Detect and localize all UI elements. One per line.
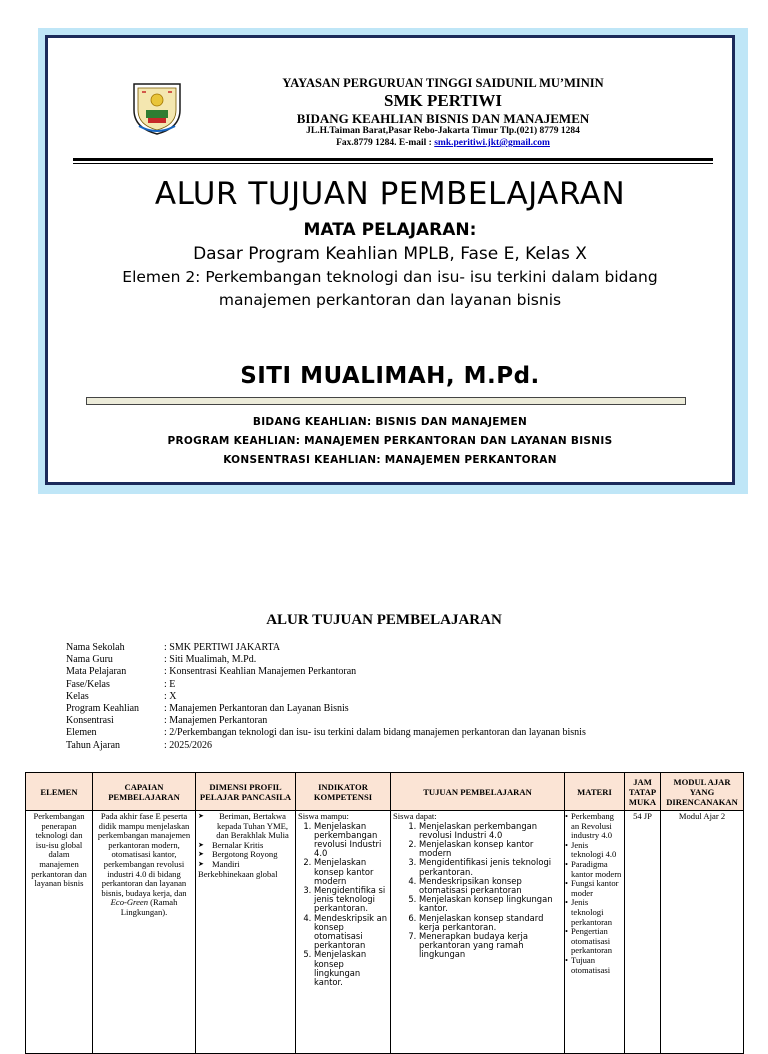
document-title: ALUR TUJUAN PEMBELAJARAN: [154, 176, 626, 212]
cell-materi: [565, 811, 625, 1054]
info-label: Tahun Ajaran: [66, 739, 121, 751]
info-row: [66, 740, 586, 752]
info-value: : 2025/2026: [164, 739, 213, 751]
info-value: : E: [164, 678, 176, 690]
decorative-bar: [86, 397, 686, 405]
info-label: Mata Pelajaran: [66, 666, 127, 678]
header-divider-thin: [73, 163, 713, 164]
indikator-item: 3. Mengidentifika si jenis teknologi perkantoran.: [314, 886, 388, 914]
school-logo: [130, 80, 184, 136]
subject-name: Dasar Program Keahlian MPLB, Fase E, Kelas X: [193, 244, 587, 264]
table-header-row: [26, 773, 744, 811]
email-link[interactable]: smk.peritiwi.jkt@gmail.com: [434, 138, 550, 148]
header-indikator: INDIKATOR KOMPETENSI: [296, 773, 391, 811]
header-dimensi: DIMENSI PROFIL PELAJAR PANCASILA: [196, 773, 296, 811]
info-block: [66, 642, 586, 752]
dimensi-extra: Berkebhinekaan global: [198, 868, 278, 879]
konsentrasi-keahlian: KONSENTRASI KEAHLIAN: MANAJEMEN PERKANTORAN: [223, 454, 557, 466]
materi-item: • Fungsi kantor moder: [567, 879, 622, 898]
info-label: Konsentrasi: [66, 715, 114, 727]
info-label: Program Keahlian: [66, 703, 140, 715]
school-contact: [198, 138, 688, 148]
header-tujuan: TUJUAN PEMBELAJARAN: [391, 773, 565, 811]
atp-table: [25, 772, 744, 1054]
info-row: [66, 703, 586, 715]
info-row: [66, 691, 586, 703]
info-row: [66, 715, 586, 727]
tujuan-item: 4. Mendeskripsikan konsep otomatisasi perkantoran: [419, 877, 562, 895]
materi-item: • Pengertian otomatisasi perkantoran: [567, 927, 622, 956]
tujuan-item: 5. Menjelaskan konsep lingkungan kantor.: [419, 895, 562, 913]
info-value: : X: [164, 690, 177, 702]
dimensi-item: ➤ Bergotong Royong: [198, 850, 293, 860]
cell-jam: 54 JP: [625, 811, 661, 1054]
teacher-name: SITI MUALIMAH, M.Pd.: [240, 363, 540, 389]
materi-item: • Jenis teknologi 4.0: [567, 841, 622, 860]
element-line-1: Elemen 2: Perkembangan teknologi dan isu- isu terkini dalam bidang: [122, 268, 658, 286]
info-value: : SMK PERTIWI JAKARTA: [164, 642, 281, 653]
info-row: [66, 654, 586, 666]
header-divider: [73, 158, 713, 161]
tujuan-item: 7. Menerapkan budaya kerja perkantoran yang ramah lingkungan: [419, 932, 562, 960]
section-title: ALUR TUJUAN PEMBELAJARAN: [266, 612, 502, 628]
header-materi: MATERI: [565, 773, 625, 811]
info-label: Nama Sekolah: [66, 642, 125, 653]
indikator-item: 1. Menjelaskan perkembangan revolusi Industri 4.0: [314, 822, 388, 859]
info-row: [66, 642, 586, 654]
school-name: SMK PERTIWI: [384, 91, 502, 110]
table-row: [26, 811, 744, 1054]
info-value: : Konsentrasi Keahlian Manajemen Perkantoran: [164, 666, 357, 678]
cell-indikator: [296, 811, 391, 1054]
cover-page: [45, 35, 735, 485]
info-row: [66, 727, 586, 739]
info-value: : Siti Mualimah, M.Pd.: [164, 654, 257, 666]
cell-elemen: Perkembangan penerapan teknologi dan isu-isu global dalam manajemen perkantoran dan layanan bisnis: [26, 811, 93, 1054]
foundation-name: YAYASAN PERGURUAN TINGGI SAIDUNIL MU’MININ: [282, 76, 604, 90]
materi-item: • Jenis teknologi perkantoran: [567, 898, 622, 927]
header-modul: MODUL AJAR YANG DIRENCANAKAN: [661, 773, 744, 811]
cell-dimensi: [196, 811, 296, 1054]
info-label: Fase/Kelas: [66, 678, 110, 690]
capaian-emphasis: Eco-Green: [110, 897, 149, 908]
header-jam: JAM TATAP MUKA: [625, 773, 661, 811]
info-value: : 2/Perkembangan teknologi dan isu- isu terkini dalam bidang manajemen perkantoran dan layanan bisnis: [164, 727, 586, 739]
bidang-keahlian: BIDANG KEAHLIAN: BISNIS DAN MANAJEMEN: [252, 416, 528, 428]
element-line-2: manajemen perkantoran dan layanan bisnis: [218, 291, 562, 309]
program-keahlian: PROGRAM KEAHLIAN: MANAJEMEN PERKANTORAN DAN LAYANAN BISNIS: [167, 435, 613, 447]
tujuan-item: 3. Mengidentifikasi jenis teknologi perkantoran.: [419, 858, 562, 876]
info-value: : Manajemen Perkantoran: [164, 715, 268, 727]
indikator-item: 5. Menjelaskan konsep lingkungan kantor.: [314, 950, 388, 987]
info-label: Kelas: [66, 690, 89, 702]
dimensi-list: [198, 812, 293, 870]
tujuan-intro: Siswa dapat:: [393, 811, 437, 821]
cell-capaian: [93, 811, 196, 1054]
subject-label: MATA PELAJARAN:: [303, 220, 477, 240]
materi-item: • Paradigma kantor modern: [567, 860, 622, 879]
cell-tujuan: [391, 811, 565, 1054]
tujuan-item: 6. Menjelaskan konsep standard kerja perkantoran.: [419, 914, 562, 932]
indikator-intro: Siswa mampu:: [298, 811, 349, 821]
tujuan-list: [393, 822, 562, 960]
dimensi-item: ➤ Mandiri: [198, 860, 293, 870]
materi-item: • Perkembang an Revolusi industry 4.0: [567, 812, 622, 841]
indikator-item: 4. Mendeskripsik an konsep otomatisasi perkantoran: [314, 914, 388, 951]
fax-label: Fax.8779 1284. E-mail :: [336, 138, 435, 148]
info-label: Nama Guru: [66, 654, 113, 666]
info-label: Elemen: [66, 727, 97, 739]
indikator-item: 2. Menjelaskan konsep kantor modern: [314, 858, 388, 886]
info-row: [66, 679, 586, 691]
info-row: [66, 666, 586, 678]
header-capaian: CAPAIAN PEMBELAJARAN: [93, 773, 196, 811]
capaian-text: Pada akhir fase E peserta didik mampu menjelaskan perkembangan manajemen perkantoran modern, otomatisasi kantor, perkembangan revolusi industri 4.0 di bidang perkantoran dan layanan bisnis, budaya kerja, dan: [97, 811, 191, 898]
materi-list: [567, 812, 622, 975]
field-name: BIDANG KEAHLIAN BISNIS DAN MANAJEMEN: [296, 111, 590, 126]
materi-item: • Tujuan otomatisasi: [567, 956, 622, 975]
school-address: JL.H.Taiman Barat,Pasar Rebo-Jakarta Timur Tlp.(021) 8779 1284: [306, 126, 580, 136]
header-elemen: ELEMEN: [26, 773, 93, 811]
capaian-text-end: (Ramah Lingkungan).: [120, 897, 178, 917]
dimensi-item: ➤ Bernalar Kritis: [198, 841, 293, 851]
indikator-list: [298, 822, 388, 988]
cell-modul: Modul Ajar 2: [661, 811, 744, 1054]
info-value: : Manajemen Perkantoran dan Layanan Bisnis: [164, 703, 349, 715]
tujuan-item: 1. Menjelaskan perkembangan revolusi Industri 4.0: [419, 822, 562, 840]
tujuan-item: 2. Menjelaskan konsep kantor modern: [419, 840, 562, 858]
dimensi-item: ➤ Beriman, Bertakwa kepada Tuhan YME, dan Berakhlak Mulia: [198, 812, 293, 841]
